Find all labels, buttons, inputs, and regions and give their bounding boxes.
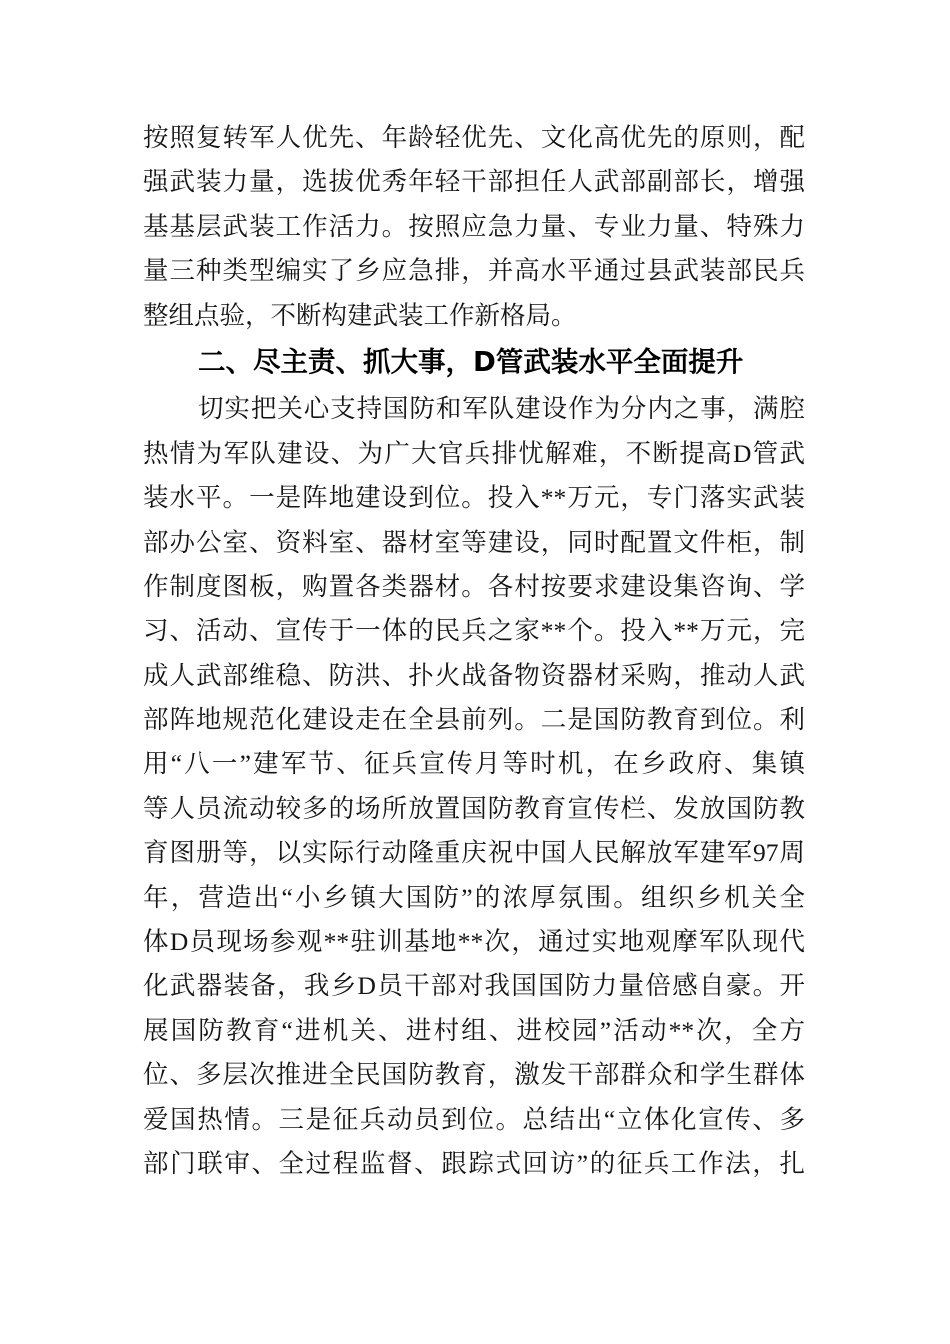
text-line: 化武器装备，我乡D员干部对我国国防力量倍感自豪。开 <box>143 971 805 1001</box>
text-line: 等人员流动较多的场所放置国防教育宣传栏、发放国防教 <box>143 793 805 823</box>
text-line: 按照复转军人优先、年龄轻优先、文化高优先的原则，配 <box>143 123 805 152</box>
text-line: 年，营造出“小乡镇大国防”的浓厚氛围。组织乡机关全 <box>143 882 805 912</box>
text-line: 育图册等，以实际行动隆重庆祝中国人民解放军建军97周 <box>143 838 805 868</box>
text-line: 量三种类型编实了乡应急排，并高水平通过县武装部民兵 <box>143 256 805 286</box>
text-line: 部阵地规范化建设走在全县前列。二是国防教育到位。利 <box>143 705 805 735</box>
text-line: 用“八一”建军节、征兵宣传月等时机，在乡政府、集镇 <box>143 749 805 779</box>
text-line: 部办公室、资料室、器材室等建设，同时配置文件柜，制 <box>143 527 805 557</box>
text-line: 位、多层次推进全民国防教育，激发干部群众和学生群体 <box>143 1060 805 1090</box>
text-line: 基基层武装工作活力。按照应急力量、专业力量、特殊力 <box>143 211 805 241</box>
text-line: 展国防教育“进机关、进村组、进校园”活动**次，全方 <box>143 1015 805 1045</box>
intro-paragraph <box>143 116 805 338</box>
text-line: 习、活动、宣传于一体的民兵之家**个。投入**万元，完 <box>143 616 805 646</box>
text-line: 爱国热情。三是征兵动员到位。总结出“立体化宣传、多 <box>143 1104 805 1134</box>
text-line: 装水平。一是阵地建设到位。投入**万元，专门落实武装 <box>143 483 805 513</box>
text-line: 强武装力量，选拔优秀年轻干部担任人武部副部长，增强 <box>143 167 805 197</box>
text-line: 热情为军队建设、为广大官兵排忧解难，不断提高D管武 <box>143 438 805 468</box>
text-line: 部门联审、全过程监督、跟踪式回访”的征兵工作法，扎 <box>143 1148 805 1178</box>
section-paragraph <box>143 387 805 1186</box>
section-heading: 二、尽主责、抓大事，D管武装水平全面提升 <box>198 345 744 378</box>
text-line: 整组点验，不断构建武装工作新格局。 <box>143 300 577 330</box>
text-line: 作制度图板，购置各类器材。各村按要求建设集咨询、学 <box>143 571 805 601</box>
text-line: 切实把关心支持国防和军队建设作为分内之事，满腔 <box>198 394 805 424</box>
text-line: 体D员现场参观**驻训基地**次，通过实地观摩军队现代 <box>143 927 805 957</box>
text-line: 成人武部维稳、防洪、扑火战备物资器材采购，推动人武 <box>143 660 805 690</box>
